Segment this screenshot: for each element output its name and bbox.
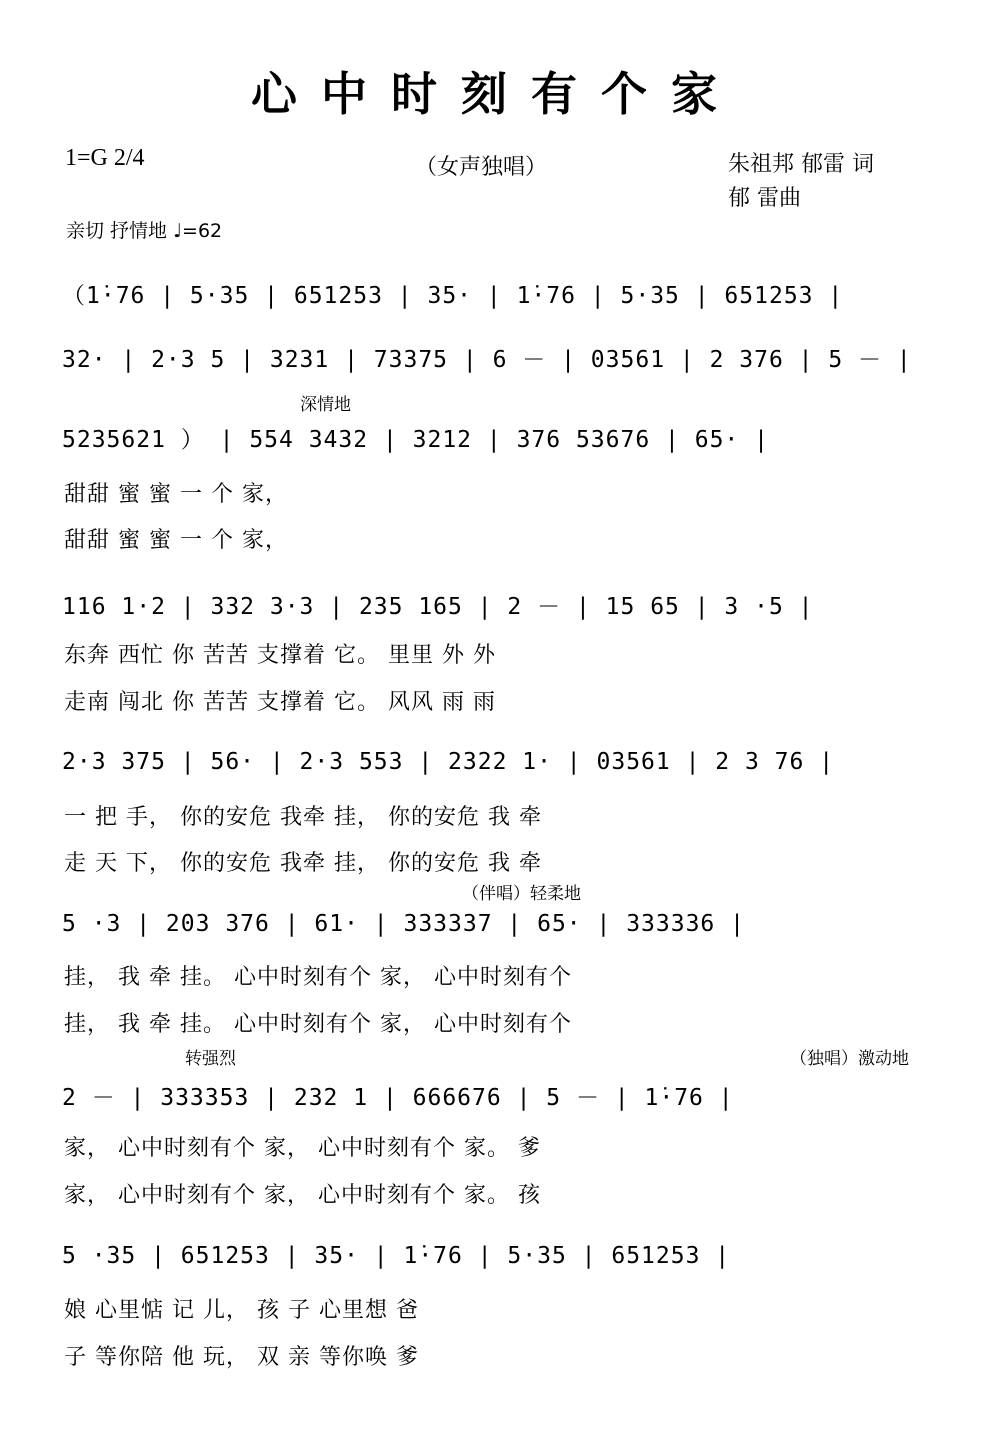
expression-deep: 深情地 (300, 395, 351, 415)
score-system-7: 2 － | 333353 | 232 1 | 666676 | 5 － | 1̇·76 | (62, 1085, 734, 1111)
score-system-5: 2·3 375 | 56· | 2·3 553 | 2322 1· | 03561 | 2 3 76 | (62, 749, 835, 775)
composer-credit: 郁 雷曲 (728, 186, 801, 211)
performance-type: （女声独唱） (415, 155, 548, 180)
score-system-1: （1̇·76 | 5·35 | 651253 | 35· | 1̇·76 | 5·35 | 651253 | (62, 283, 844, 309)
lyric-line-6a: 挂， 我 牵 挂。 心中时刻有个 家， 心中时刻有个 (64, 965, 572, 990)
tempo-marking: 亲切 抒情地 ♩=62 (66, 220, 223, 242)
lyric-line-4a: 东奔 西忙 你 苦苦 支撑着 它。 里里 外 外 (64, 643, 496, 668)
score-system-8: 5 ·35 | 651253 | 35· | 1̇·76 | 5·35 | 651253 | (62, 1243, 731, 1269)
key-time-signature: 1=G 2/4 (65, 145, 145, 171)
expression-chorus-soft: （伴唱）轻柔地 (462, 884, 581, 904)
score-system-2: 32· | 2·3 5 | 3231 | 73375 | 6 － | 03561 | 2 376 | 5 － | (62, 347, 912, 373)
lyric-line-3a: 甜甜 蜜 蜜 一 个 家， (64, 482, 288, 507)
lyricist-credit: 朱祖邦 郁雷 词 (728, 152, 874, 177)
score-system-3: 5235621 ） | 554 3432 | 3212 | 376 53676 | 65· | (62, 427, 769, 453)
lyric-line-8a: 娘 心里惦 记 儿， 孩 子 心里想 爸 (64, 1298, 419, 1323)
lyric-line-8b: 子 等你陪 他 玩， 双 亲 等你唤 爹 (64, 1345, 419, 1370)
lyric-line-5b: 走 天 下， 你的安危 我牵 挂， 你的安危 我 牵 (64, 851, 542, 876)
lyric-line-5a: 一 把 手， 你的安危 我牵 挂， 你的安危 我 牵 (64, 805, 542, 830)
lyric-line-6b: 挂， 我 牵 挂。 心中时刻有个 家， 心中时刻有个 (64, 1012, 572, 1037)
lyric-line-7b: 家， 心中时刻有个 家， 心中时刻有个 家。 孩 (64, 1183, 541, 1208)
expression-solo-excited: （独唱）激动地 (790, 1049, 909, 1069)
expression-stronger: 转强烈 (185, 1049, 236, 1069)
lyric-line-3b: 甜甜 蜜 蜜 一 个 家， (64, 528, 288, 553)
lyric-line-7a: 家， 心中时刻有个 家， 心中时刻有个 家。 爹 (64, 1136, 541, 1161)
score-system-6: 5 ·3 | 203 376 | 61· | 333337 | 65· | 333336 | (62, 911, 745, 937)
score-system-4: 116 1·2 | 332 3·3 | 235 165 | 2 － | 15 65 | 3 ·5 | (62, 594, 814, 620)
lyric-line-4b: 走南 闯北 你 苦苦 支撑着 它。 风风 雨 雨 (64, 690, 496, 715)
song-title: 心中时刻有个家 (251, 67, 741, 121)
